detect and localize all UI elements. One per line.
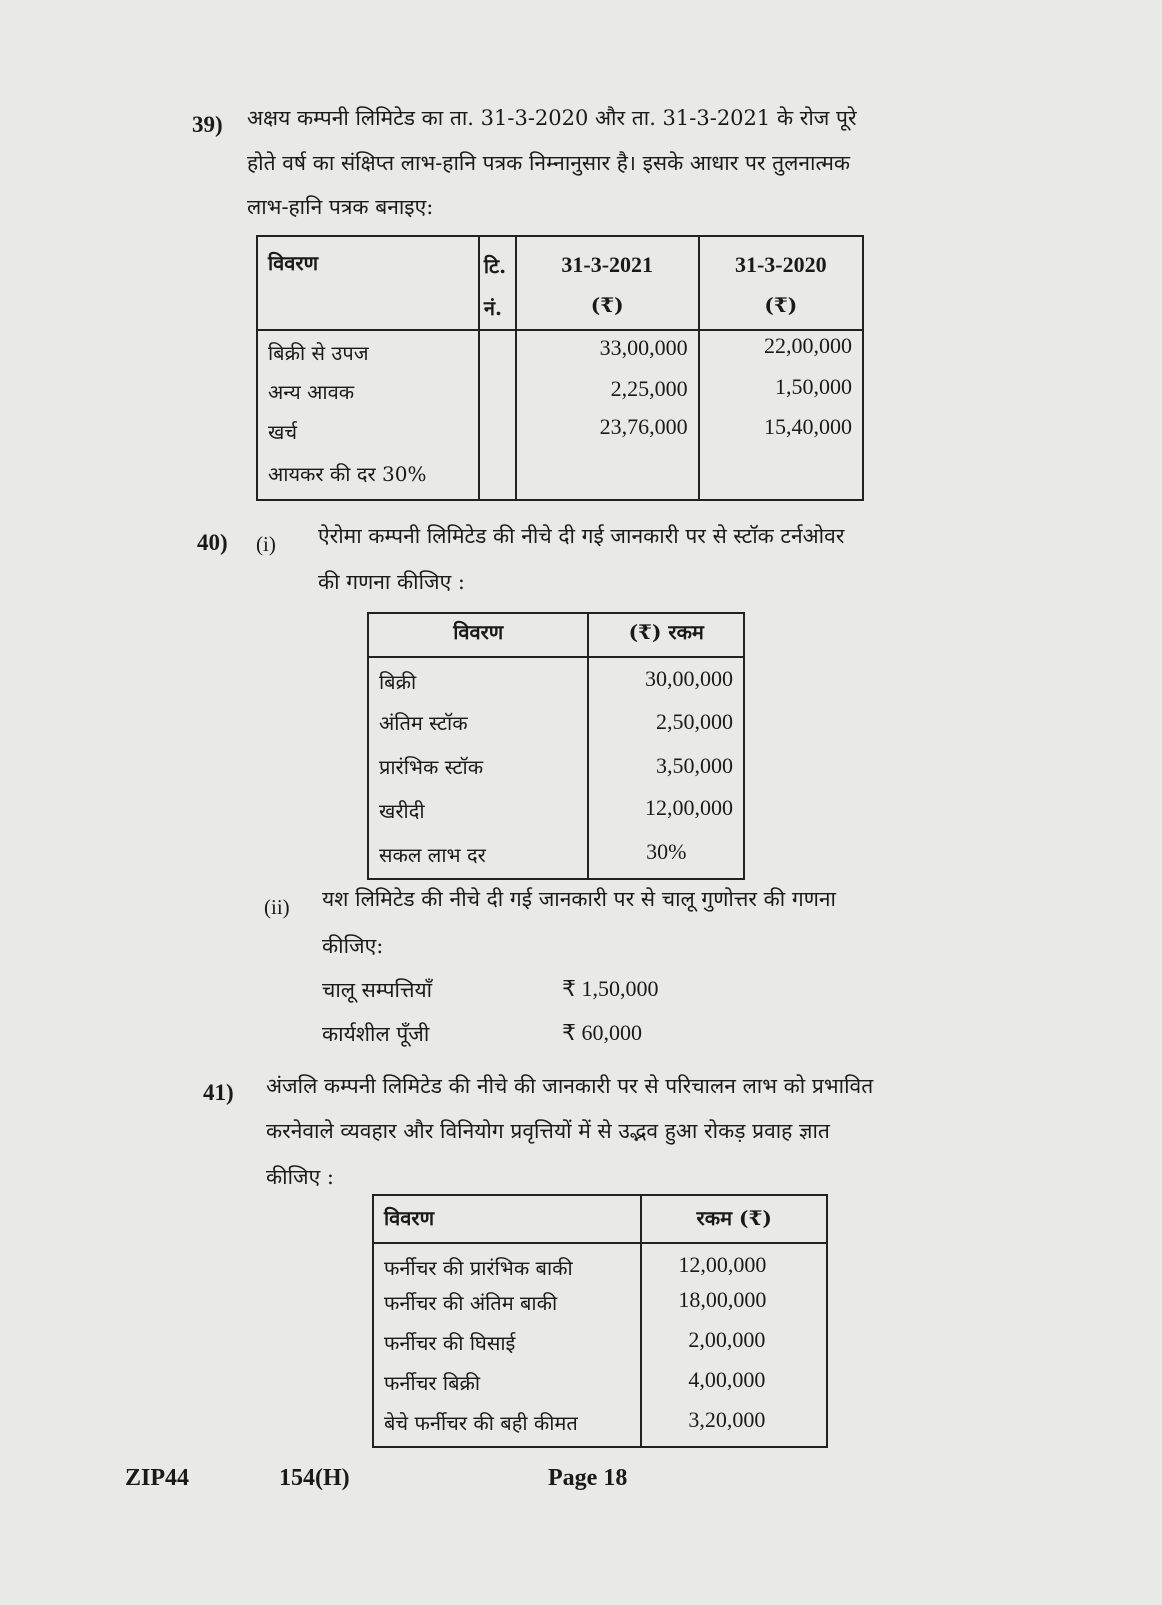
- q40-current-assets-label: चालू सम्पत्तियाँ: [322, 978, 433, 1002]
- q39-row-2021: [516, 454, 699, 500]
- q41-row-label: फर्नीचर की प्रारंभिक बाकी: [373, 1243, 641, 1283]
- question-41-line-2: करनेवाले व्यवहार और विनियोग प्रवृत्तियों में से उद्भव हुआ रोकड़ प्रवाह ज्ञात: [266, 1119, 830, 1143]
- q39-row-2021: 2,25,000: [516, 372, 699, 414]
- footer-page-number: Page 18: [548, 1465, 628, 1491]
- q40-working-capital-value: ₹ 60,000: [562, 1020, 642, 1045]
- question-41-line-3: कीजिए :: [266, 1165, 334, 1189]
- q39-row-label: बिक्री से उपज: [257, 330, 479, 372]
- question-40-number: 40): [197, 530, 228, 555]
- footer-code: ZIP44: [125, 1465, 190, 1491]
- question-40-i-line-2: की गणना कीजिए :: [318, 570, 465, 594]
- q40-row-value: 2,50,000: [588, 701, 744, 745]
- q41-row-label: फर्नीचर की अंतिम बाकी: [373, 1283, 641, 1323]
- question-41-line-1: अंजलि कम्पनी लिमिटेड की नीचे की जानकारी पर से परिचालन लाभ को प्रभावित: [266, 1074, 874, 1098]
- q40-row-value: 12,00,000: [588, 789, 744, 833]
- q39-row-2020: [699, 454, 863, 500]
- q41-header-particulars: विवरण: [373, 1195, 641, 1243]
- q40-stock-table: [367, 612, 745, 880]
- q39-row-2020: 22,00,000: [699, 330, 863, 372]
- question-41-number: 41): [203, 1080, 234, 1105]
- q40-row-label: सकल लाभ दर: [368, 833, 588, 879]
- question-40-ii-line-2: कीजिए:: [322, 934, 384, 958]
- q41-row-label: फर्नीचर बिक्री: [373, 1363, 641, 1403]
- q39-profit-loss-table: [256, 235, 864, 501]
- question-39-line-3: लाभ-हानि पत्रक बनाइए:: [247, 195, 434, 219]
- question-40-ii-line-1: यश लिमिटेड की नीचे दी गई जानकारी पर से चालू गुणोत्तर की गणना: [322, 887, 836, 911]
- q39-header-particulars: विवरण: [257, 236, 479, 330]
- q40-row-label: अंतिम स्टॉक: [368, 701, 588, 745]
- q39-row-2020: 1,50,000: [699, 372, 863, 414]
- q39-row-label: खर्च: [257, 414, 479, 454]
- q40-row-value: 30,00,000: [588, 657, 744, 701]
- question-40-part-i: (i): [256, 532, 276, 556]
- q40-row-label: बिक्री: [368, 657, 588, 701]
- q39-row-label: अन्य आवक: [257, 372, 479, 414]
- q40-current-assets-value: ₹ 1,50,000: [562, 976, 659, 1001]
- question-39-line-1: अक्षय कम्पनी लिमिटेड का ता. 31-3-2020 और ता. 31-3-2021 के रोज पूरे: [247, 106, 857, 130]
- q41-header-amount: रकम (₹): [641, 1195, 827, 1243]
- question-40-part-ii: (ii): [264, 895, 290, 919]
- q39-row-2021: 33,00,000: [516, 330, 699, 372]
- question-39-number: 39): [192, 112, 223, 137]
- question-40-i-line-1: ऐरोमा कम्पनी लिमिटेड की नीचे दी गई जानकारी पर से स्टॉक टर्नओवर: [318, 524, 845, 548]
- q41-row-value: 4,00,000: [641, 1363, 827, 1403]
- q39-row-2021: 23,76,000: [516, 414, 699, 454]
- q39-row-label: आयकर की दर 30%: [257, 454, 479, 500]
- q41-row-label: बेचे फर्नीचर की बही कीमत: [373, 1403, 641, 1447]
- q41-row-value: 3,20,000: [641, 1403, 827, 1447]
- q40-header-amount: (₹) रकम: [588, 613, 744, 657]
- q41-furniture-table: [372, 1194, 828, 1448]
- q41-row-value: 2,00,000: [641, 1323, 827, 1363]
- footer-paper: 154(H): [279, 1465, 350, 1491]
- q41-row-value: 12,00,000: [641, 1243, 827, 1283]
- question-39-line-2: होते वर्ष का संक्षिप्त लाभ-हानि पत्रक निम्नानुसार है। इसके आधार पर तुलनात्मक: [247, 151, 851, 175]
- q40-header-particulars: विवरण: [368, 613, 588, 657]
- q41-row-value: 18,00,000: [641, 1283, 827, 1323]
- q39-header-2020: 31-3-2020 (₹): [699, 236, 863, 330]
- q40-row-label: खरीदी: [368, 789, 588, 833]
- q40-row-value: 30%: [588, 833, 744, 879]
- q39-header-2021: 31-3-2021 (₹): [516, 236, 699, 330]
- q40-working-capital-label: कार्यशील पूँजी: [322, 1022, 430, 1046]
- q39-header-note: टि. नं.: [479, 236, 516, 330]
- q40-row-value: 3,50,000: [588, 745, 744, 789]
- q39-row-2020: 15,40,000: [699, 414, 863, 454]
- q41-row-label: फर्नीचर की घिसाई: [373, 1323, 641, 1363]
- q40-row-label: प्रारंभिक स्टॉक: [368, 745, 588, 789]
